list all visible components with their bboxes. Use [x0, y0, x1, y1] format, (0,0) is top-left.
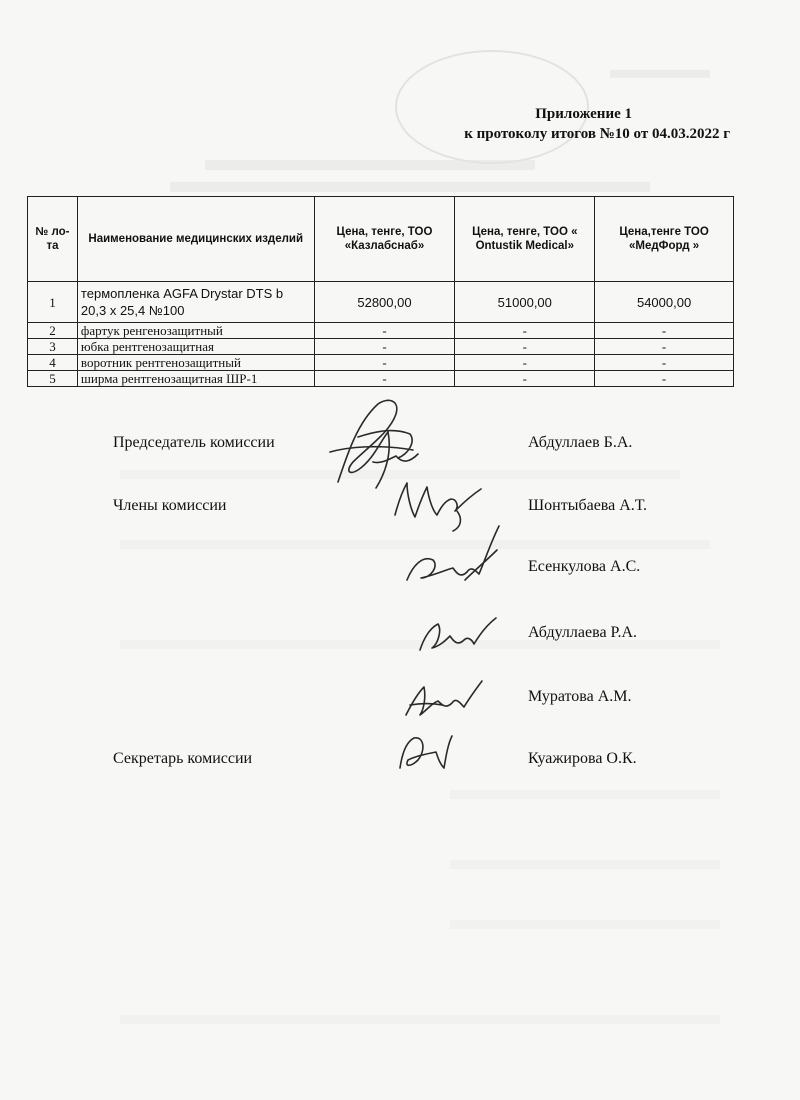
bleed-through-text [450, 860, 720, 869]
member-signature [395, 520, 505, 595]
price-cell: - [595, 371, 734, 387]
price-cell: - [455, 371, 595, 387]
price-cell: 54000,00 [595, 282, 734, 323]
bleed-through-text [610, 70, 710, 78]
table-row [28, 339, 734, 355]
bleed-through-text [450, 790, 720, 799]
member-row [0, 624, 800, 646]
item-name: термопленка AGFA Drystar DTS b 20,3 х 25,4 №100 [77, 282, 314, 323]
secretary-name: Куажирова О.К. [528, 750, 637, 767]
member-name: Есенкулова А.С. [528, 558, 641, 575]
chairman-label: Председатель комиссии [113, 434, 275, 451]
price-cell: - [455, 339, 595, 355]
column-header-price-kazlabsnab: Цена, тенге, ТОО «Казлабснаб» [314, 197, 455, 282]
lot-number: 3 [28, 339, 78, 355]
appendix-title: Приложение 1 [535, 106, 632, 122]
table-row [28, 282, 734, 323]
lot-number: 1 [28, 282, 78, 323]
price-cell: - [314, 339, 455, 355]
protocol-reference: к протоколу итогов №10 от 04.03.2022 г [464, 126, 730, 142]
item-name: ширма рентгенозащитная ШР-1 [77, 371, 314, 387]
column-header-lot: № ло-та [28, 197, 78, 282]
table-row [28, 323, 734, 339]
lot-number: 5 [28, 371, 78, 387]
secretary-signature [390, 728, 460, 778]
member-name: Муратова А.М. [528, 688, 632, 705]
bleed-through-text [205, 160, 535, 170]
table-row [28, 371, 734, 387]
price-cell: 52800,00 [314, 282, 455, 323]
secretary-label: Секретарь комиссии [113, 750, 253, 767]
member-name: Абдуллаева Р.А. [528, 624, 637, 641]
member-signature [398, 675, 488, 725]
price-cell: - [314, 355, 455, 371]
table-header-row [28, 197, 734, 282]
lot-number: 2 [28, 323, 78, 339]
bleed-through-text [120, 1015, 720, 1024]
members-label: Члены комиссии [113, 497, 227, 514]
item-name: юбка рентгенозащитная [77, 339, 314, 355]
column-header-item-name: Наименование медицинских изделий [77, 197, 314, 282]
bleed-through-text [450, 920, 720, 929]
price-cell: - [314, 323, 455, 339]
item-name: воротник рентгенозащитный [77, 355, 314, 371]
price-table [27, 196, 734, 387]
chairman-name: Абдуллаев Б.А. [528, 434, 633, 451]
price-cell: - [314, 371, 455, 387]
column-header-price-medford: Цена,тенге ТОО «МедФорд » [595, 197, 734, 282]
appendix-header [300, 104, 730, 144]
member-name: Шонтыбаева А.Т. [528, 497, 647, 514]
price-cell: - [455, 355, 595, 371]
lot-number: 4 [28, 355, 78, 371]
price-cell: - [595, 355, 734, 371]
item-name: фартук ренгенозащитный [77, 323, 314, 339]
member-signature [410, 610, 500, 660]
price-cell: - [455, 323, 595, 339]
table-row [28, 355, 734, 371]
price-cell: - [595, 339, 734, 355]
price-cell: 51000,00 [455, 282, 595, 323]
bleed-through-text [170, 182, 650, 192]
price-cell: - [595, 323, 734, 339]
column-header-price-ontustik: Цена, тенге, ТОО « Ontustik Medical» [455, 197, 595, 282]
